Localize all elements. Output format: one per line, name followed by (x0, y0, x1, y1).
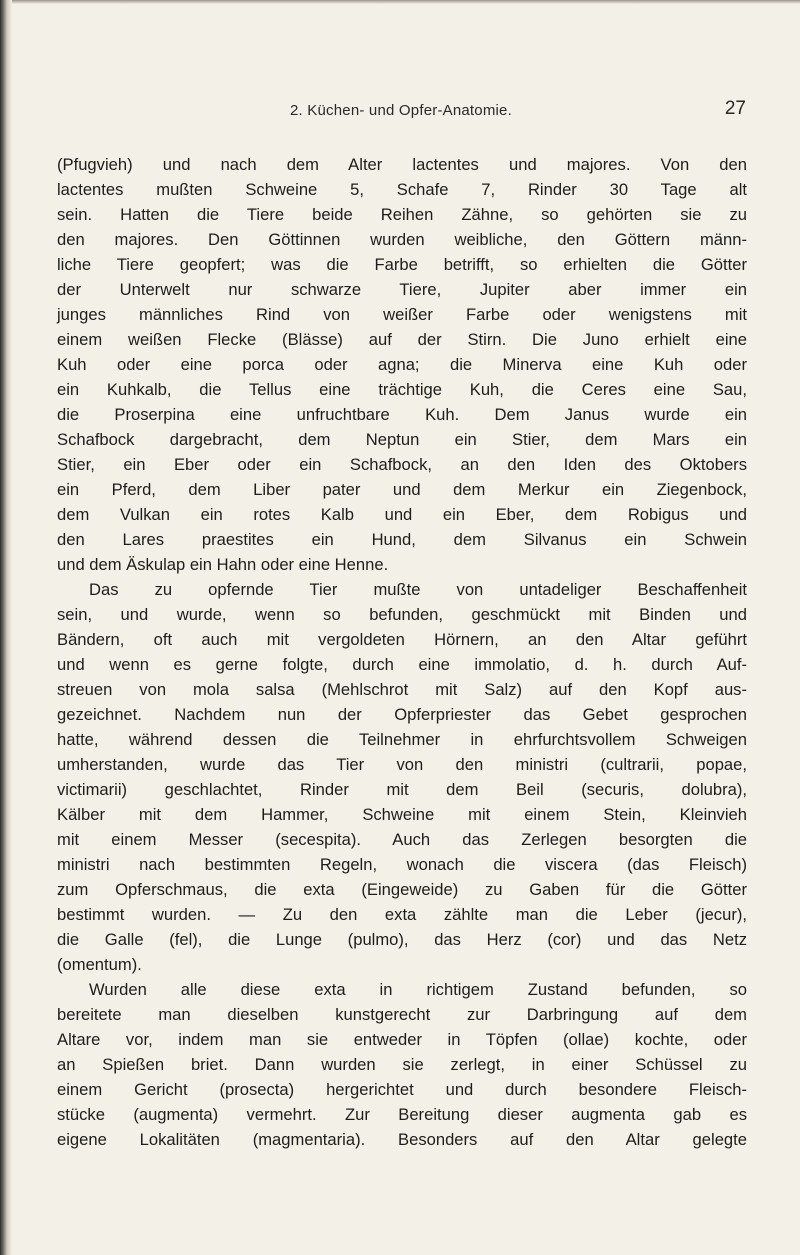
text-line: zum Opferschmaus, die exta (Eingeweide) zu Gaben für die Götter (57, 880, 747, 899)
text-line: den Lares praestites ein Hund, dem Silvanus ein Schwein (57, 530, 747, 549)
text-line: umherstanden, wurde das Tier von den ministri (cultrarii, popae, (57, 755, 747, 774)
text-line: Wurden alle diese exta in richtigem Zustand befunden, so (89, 980, 747, 999)
text-line: Bändern, oft auch mit vergoldeten Hörnern, an den Altar geführt (57, 630, 747, 649)
text-line: die Proserpina eine unfruchtbare Kuh. Dem Janus wurde ein (57, 405, 747, 424)
text-line: den majores. Den Göttinnen wurden weibliche, den Göttern männ- (57, 230, 747, 249)
text-line: (omentum). (57, 955, 142, 974)
text-line: eigene Lokalitäten (magmentaria). Besonders auf den Altar gelegte (57, 1130, 747, 1149)
text-line: victimarii) geschlachtet, Rinder mit dem Beil (securis, dolubra), (57, 780, 747, 799)
text-line: sein. Hatten die Tiere beide Reihen Zähne, so gehörten sie zu (57, 205, 747, 224)
text-line: einem Gericht (prosecta) hergerichtet und durch besondere Fleisch- (57, 1080, 747, 1099)
text-line: streuen von mola salsa (Mehlschrot mit Salz) auf den Kopf aus- (57, 680, 747, 699)
text-line: lactentes mußten Schweine 5, Schafe 7, Rinder 30 Tage alt (57, 180, 747, 199)
text-line: Kuh oder eine porca oder agna; die Minerva eine Kuh oder (57, 355, 747, 374)
page-binding-edge (0, 0, 12, 1255)
text-line: dem Vulkan ein rotes Kalb und ein Eber, dem Robigus und (57, 505, 747, 524)
text-line: und dem Äskulap ein Hahn oder eine Henne. (57, 555, 389, 574)
body-text (57, 152, 747, 1152)
text-line: junges männliches Rind von weißer Farbe oder wenigstens mit (57, 305, 747, 324)
text-line: sein, und wurde, wenn so befunden, geschmückt mit Binden und (57, 605, 747, 624)
text-line: gezeichnet. Nachdem nun der Opferpriester das Gebet gesprochen (57, 705, 747, 724)
text-line: mit einem Messer (secespita). Auch das Zerlegen besorgten die (57, 830, 747, 849)
text-line: an Spießen briet. Dann wurden sie zerlegt, in einer Schüssel zu (57, 1055, 747, 1074)
text-line: Stier, ein Eber oder ein Schafbock, an den Iden des Oktobers (57, 455, 747, 474)
text-line: (Pfugvieh) und nach dem Alter lactentes und majores. Von den (57, 155, 747, 174)
text-line: Altare vor, indem man sie entweder in Töpfen (ollae) kochte, oder (57, 1030, 747, 1049)
text-line: Das zu opfernde Tier mußte von untadeliger Beschaffenheit (89, 580, 747, 599)
running-title: 2. Küchen- und Opfer-Anatomie. (290, 102, 512, 119)
text-line: und wenn es gerne folgte, durch eine immolatio, d. h. durch Auf- (57, 655, 747, 674)
text-line: ein Pferd, dem Liber pater und dem Merkur ein Ziegenbock, (57, 480, 747, 499)
text-line: Kälber mit dem Hammer, Schweine mit einem Stein, Kleinvieh (57, 805, 747, 824)
text-line: ein Kuhkalb, die Tellus eine trächtige Kuh, die Ceres eine Sau, (57, 380, 747, 399)
text-line: bestimmt wurden. — Zu den exta zählte man die Leber (jecur), (57, 905, 747, 924)
text-line: der Unterwelt nur schwarze Tiere, Jupiter aber immer ein (57, 280, 747, 299)
text-line: stücke (augmenta) vermehrt. Zur Bereitung dieser augmenta gab es (57, 1105, 747, 1124)
text-line: Schafbock dargebracht, dem Neptun ein Stier, dem Mars ein (57, 430, 747, 449)
text-line: einem weißen Flecke (Blässe) auf der Stirn. Die Juno erhielt eine (57, 330, 747, 349)
text-line: liche Tiere geopfert; was die Farbe betrifft, so erhielten die Götter (57, 255, 747, 274)
page-top-edge (0, 0, 800, 4)
text-line: bereitete man dieselben kunstgerecht zur Darbringung auf dem (57, 1005, 747, 1024)
page-number: 27 (724, 98, 746, 119)
page-header (56, 96, 746, 126)
text-line: ministri nach bestimmten Regeln, wonach die viscera (das Fleisch) (57, 855, 747, 874)
text-line: die Galle (fel), die Lunge (pulmo), das Herz (cor) und das Netz (57, 930, 747, 949)
text-line: hatte, während dessen die Teilnehmer in ehrfurchtsvollem Schweigen (57, 730, 747, 749)
